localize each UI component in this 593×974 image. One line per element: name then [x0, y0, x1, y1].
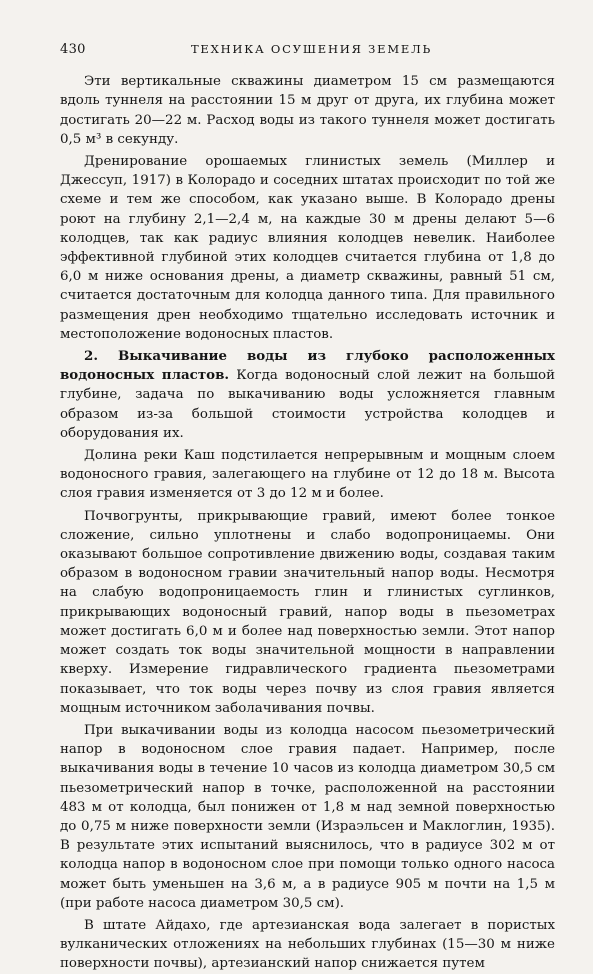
page-header	[60, 40, 555, 59]
paragraph	[60, 446, 555, 504]
section-heading: 2. Выкачивание воды из глубоко расположенных водоносных пластов.	[60, 348, 555, 384]
body-text	[60, 72, 555, 973]
paragraph	[60, 916, 555, 974]
paragraph-text: В штате Айдахо, где артезианская вода залегает в пористых вулканических отложениях на небольших глубинах (15—30 м ниже поверхности почвы), артезианский напор снижается путем	[60, 917, 555, 972]
paragraph-text: При выкачивании воды из колодца насосом пьезометрический напор в водоносном слое гравия падает. Например, после выкачивания воды в течение 10 часов из колодца диаметром 30,5 см пьезометрический напор в точке, расположенной на расстоянии 483 м от колодца, был понижен от 1,8 м над земной поверхностью до 0,75 м ниже поверхности земли (Израэльсен и Маклоглин, 1935). В результате этих испытаний выяснилось, что в радиусе 302 м от колодца напор в водоносном слое при помощи только одного насоса может быть уменьшен на 3,6 м, а в радиусе 905 м почти на 1,5 м (при работе насоса диаметром 30,5 см).	[60, 722, 555, 911]
running-title: ТЕХНИКА ОСУШЕНИЯ ЗЕМЕЛЬ	[190, 42, 433, 56]
paragraph-text: Эти вертикальные скважины диаметром 15 см размещаются вдоль туннеля на расстоянии 15 м друг от друга, их глубина может достигать 20—22 м. Расход воды из такого туннеля может достигать 0,5 м³ в секунду.	[60, 74, 555, 147]
paragraph-text: Дренирование орошаемых глинистых земель (Миллер и Джессуп, 1917) в Колорадо и соседних штатах происходит по той же схеме и тем же способом, как указано выше. В Колорадо дрены роют на глубину 2,1—2,4 м, на каждые 30 м дрены делают 5—6 колодцев, так как радиус влияния колодцев невелик. Наиболее эффективной глубиной этих колодцев считается глубина от 1,8 до 6,0 м ниже основания дрены, а диаметр скважины, равный 51 см, считается достаточным для колодца данного типа. Для правильного размещения дрен необходимо тщательно исследовать источник и местоположение водоносных пластов.	[60, 154, 555, 342]
paragraph	[60, 347, 555, 443]
paragraph	[60, 721, 555, 913]
paragraph	[60, 507, 555, 718]
paragraph	[60, 152, 555, 344]
paragraph-text: Почвогрунты, прикрывающие гравий, имеют более тонкое сложение, сильно уплотнены и слабо водопроницаемы. Они оказывают большое сопротивление движению воды, создавая таким образом в водоносном гравии значительный напор воды. Несмотря на слабую водопроницаемость глин и глинистых суглинков, прикрывающих водоносный гравий, напор воды в пьезометрах может достигать 6,0 м и более над поверхностью земли. Этот напор может создать ток воды значительной мощности в направлении кверху. Измерение гидравлического градиента пьезометрами показывает, что ток воды через почву из слоя гравия является мощным источником заболачивания почвы.	[60, 508, 555, 716]
paragraph-text: Долина реки Каш подстилается непрерывным и мощным слоем водоносного гравия, залегающего на глубине от 12 до 18 м. Высота слоя гравия изменяется от 3 до 12 м и более.	[60, 448, 555, 502]
page-number: 430	[60, 42, 86, 57]
paragraph-text: Когда водоносный слой лежит на большой глубине, задача по выкачиванию воды усложняется главным образом из-за большой стоимости устройства колодцев и оборудования их.	[60, 368, 556, 441]
paragraph	[60, 72, 555, 149]
